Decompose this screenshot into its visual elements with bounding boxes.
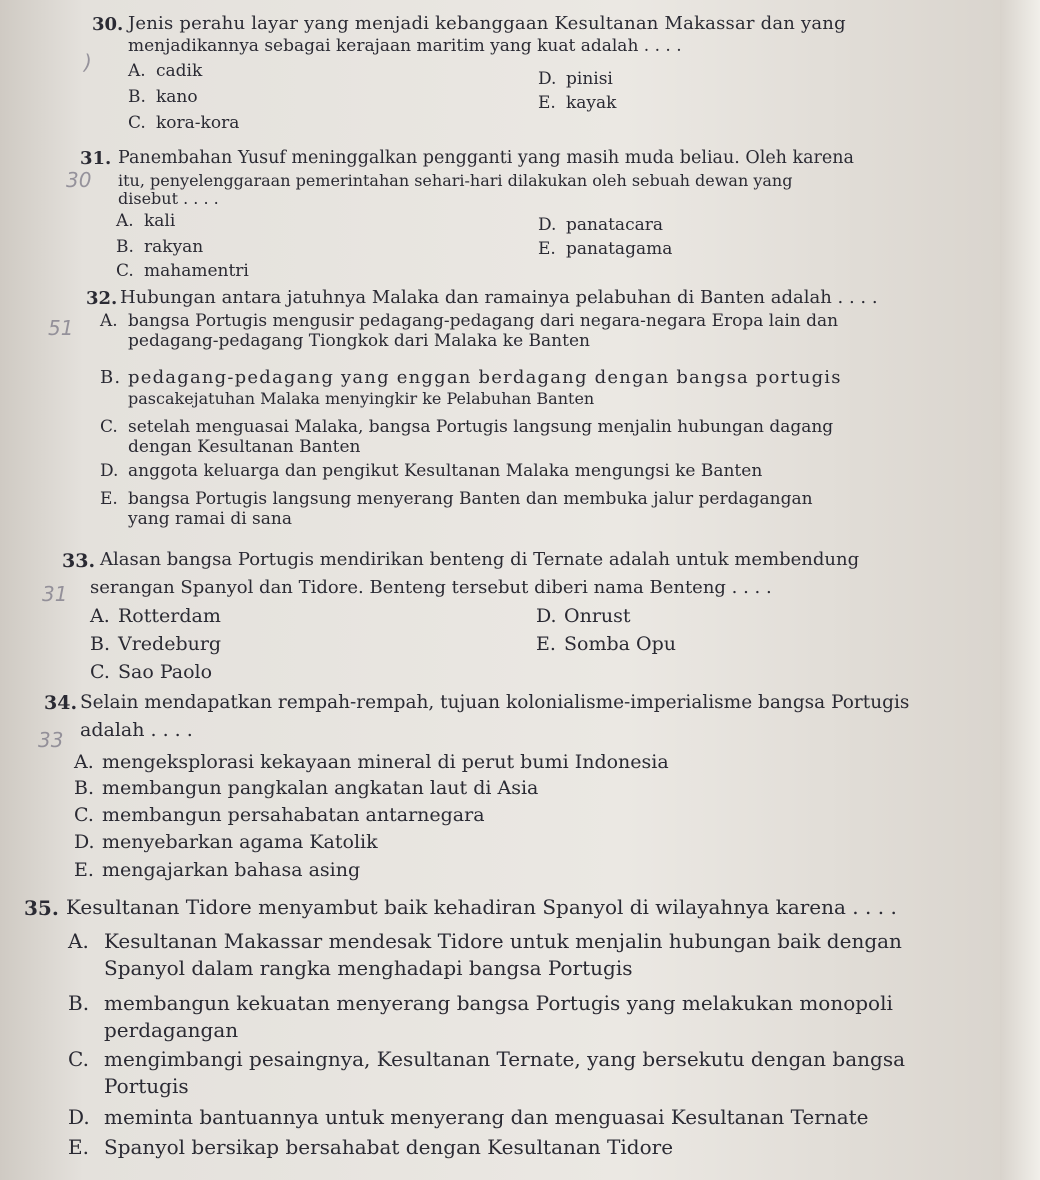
question-stem-line: Panembahan Yusuf meninggalkan pengganti yang masih muda beliau. Oleh karena [118, 148, 854, 168]
option-d[interactable]: D. menyebarkan agama Katolik [74, 831, 378, 853]
option-e[interactable]: E. Spanyol bersikap bersahabat dengan Kesultanan Tidore [68, 1135, 674, 1159]
question-stem-line: Selain mendapatkan rempah-rempah, tujuan kolonialisme-imperialisme bangsa Portugis [80, 692, 910, 713]
option-a[interactable]: A. kali [116, 211, 176, 231]
option-e[interactable]: E. Somba Opu [536, 633, 676, 655]
question-stem-line: menjadikannya sebagai kerajaan maritim yang kuat adalah . . . . [128, 36, 682, 56]
option-a[interactable]: A. bangsa Portugis mengusir pedagang-pedagang dari negara-negara Eropa lain dan pedagang-pedagang Tiongkok dari Malaka ke Banten [100, 311, 839, 351]
option-c[interactable]: C. setelah menguasai Malaka, bangsa Portugis langsung menjalin hubungan dagang dengan Kesultanan Banten [100, 417, 834, 457]
question-stem-line: Kesultanan Tidore menyambut baik kehadiran Spanyol di wilayahnya karena . . . . [66, 895, 897, 919]
pencil-mark-icon: ) [84, 50, 92, 74]
pencil-mark-icon: 30 [66, 168, 92, 192]
option-c[interactable]: C. membangun persahabatan antarnegara [74, 804, 485, 826]
option-b[interactable]: B. Vredeburg [90, 633, 222, 655]
option-d[interactable]: D. panatacara [538, 215, 663, 235]
question-stem-line: serangan Spanyol dan Tidore. Benteng tersebut diberi nama Benteng . . . . [90, 577, 772, 598]
option-e[interactable]: E. panatagama [538, 239, 673, 259]
option-d[interactable]: D. Onrust [536, 605, 631, 627]
option-b[interactable]: B. membangun pangkalan angkatan laut di Asia [74, 777, 539, 799]
pencil-mark-icon: 33 [38, 728, 64, 752]
question-stem-line: Jenis perahu layar yang menjadi kebanggaan Kesultanan Makassar dan yang [128, 13, 846, 34]
option-c[interactable]: C. mengimbangi pesaingnya, Kesultanan Ternate, yang bersekutu dengan bangsa Portugis [68, 1047, 906, 1098]
option-e[interactable]: E. bangsa Portugis langsung menyerang Banten dan membuka jalur perdagangan yang ramai di sana [100, 489, 813, 529]
option-e[interactable]: E. kayak [538, 93, 617, 113]
question-number: 31. [80, 148, 112, 169]
option-d[interactable]: D. pinisi [538, 69, 613, 89]
question-number: 35. [24, 896, 59, 920]
option-a[interactable]: A. Rotterdam [90, 605, 221, 627]
question-number: 30. [92, 14, 124, 35]
question-stem-line: Alasan bangsa Portugis mendirikan benteng di Ternate adalah untuk membendung [100, 549, 860, 570]
option-a[interactable]: A. cadik [128, 61, 203, 81]
option-b[interactable]: B. rakyan [116, 237, 204, 257]
question-stem-line: disebut . . . . [118, 189, 219, 208]
pencil-mark-icon: 51 [48, 316, 74, 340]
option-c[interactable]: C. mahamentri [116, 261, 249, 281]
option-c[interactable]: C. kora-kora [128, 113, 240, 133]
question-number: 32. [86, 288, 118, 309]
option-b[interactable]: B. membangun kekuatan menyerang bangsa Portugis yang melakukan monopoli perdagangan [68, 991, 893, 1042]
question-stem-line: adalah . . . . [80, 719, 193, 741]
option-d[interactable]: D. anggota keluarga dan pengikut Kesultanan Malaka mengungsi ke Banten [100, 461, 763, 481]
question-number: 33. [62, 550, 96, 572]
option-a[interactable]: A. Kesultanan Makassar mendesak Tidore untuk menjalin hubungan baik dengan Spanyol dalam rangka menghadapi bangsa Portugis [68, 929, 902, 980]
question-stem-line: itu, penyelenggaraan pemerintahan sehari-hari dilakukan oleh sebuah dewan yang [118, 171, 793, 190]
question-number: 34. [44, 692, 78, 714]
question-stem-line: Hubungan antara jatuhnya Malaka dan ramainya pelabuhan di Banten adalah . . . . [120, 287, 878, 308]
option-b[interactable]: B. kano [128, 87, 198, 107]
option-a[interactable]: A. mengeksplorasi kekayaan mineral di perut bumi Indonesia [74, 751, 669, 773]
page-edge [1000, 0, 1040, 1180]
option-b[interactable]: B. pedagang-pedagang yang enggan berdagang dengan bangsa portugis pascakejatuhan Malaka menyingkir ke Pelabuhan Banten [100, 367, 842, 408]
option-c[interactable]: C. Sao Paolo [90, 661, 213, 683]
pencil-mark-icon: 31 [42, 582, 68, 606]
option-e[interactable]: E. mengajarkan bahasa asing [74, 859, 361, 881]
option-d[interactable]: D. meminta bantuannya untuk menyerang dan menguasai Kesultanan Ternate [68, 1105, 869, 1129]
